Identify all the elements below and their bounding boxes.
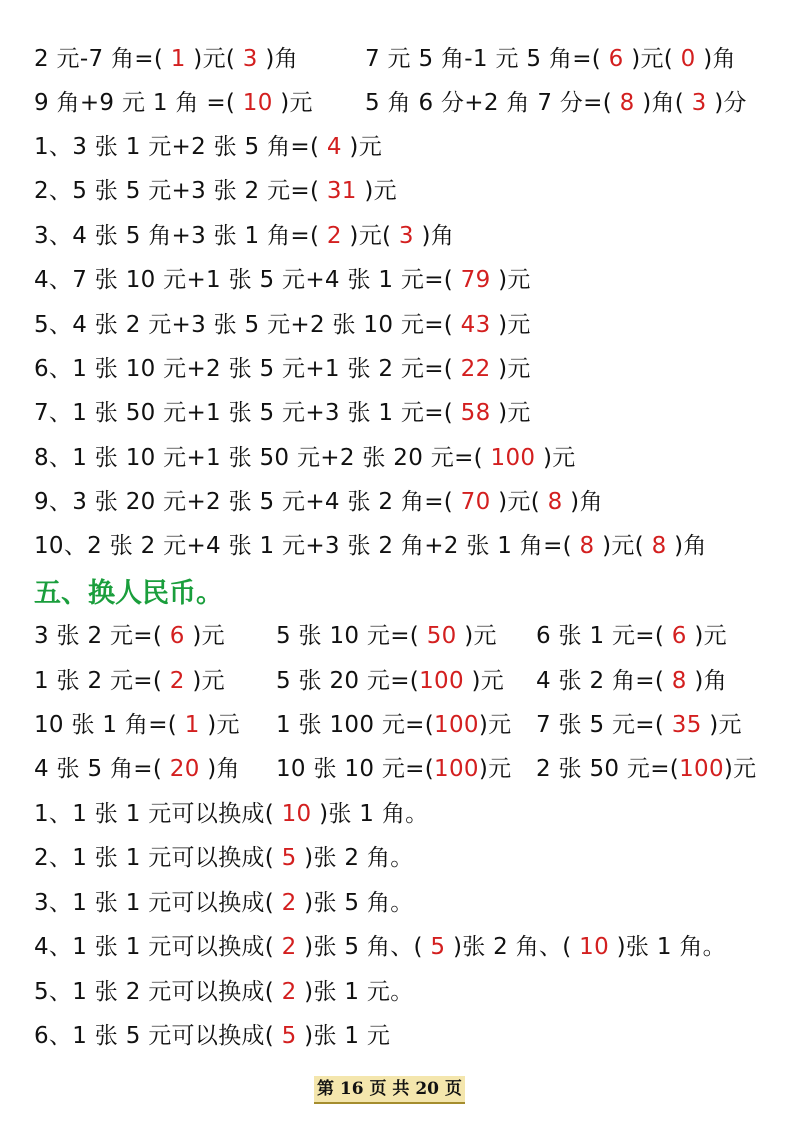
exercise-line — [34, 754, 757, 784]
exercise-column — [536, 666, 727, 696]
question-text: )元 — [701, 712, 742, 738]
question-text: 9 角+9 元 1 角 =( — [34, 90, 243, 116]
answer-value: 50 — [426, 623, 457, 649]
answer-value: 3 — [242, 46, 258, 72]
question-text: )分 — [706, 90, 747, 116]
question-text: )元 — [456, 623, 497, 649]
exercise-line — [34, 621, 727, 651]
answer-value: 79 — [460, 267, 491, 293]
answer-value: 100 — [434, 712, 479, 738]
exercise-column — [276, 621, 497, 651]
answer-value: 5 — [281, 1023, 297, 1049]
answer-value: 20 — [169, 756, 200, 782]
question-text: 4、7 张 10 元+1 张 5 元+4 张 1 元=( — [34, 267, 461, 293]
exercise-line — [34, 88, 747, 118]
question-text: )元 — [723, 756, 757, 782]
question-text: 2、1 张 1 元可以换成( — [34, 845, 282, 871]
answer-value: 6 — [169, 623, 185, 649]
question-text: )元 — [490, 267, 531, 293]
question-text: 7、1 张 50 元+1 张 5 元+3 张 1 元=( — [34, 400, 461, 426]
exercise-column — [276, 710, 511, 740]
exercise-column — [365, 44, 736, 74]
question-text: )元( — [341, 223, 399, 249]
question-text: )张 1 元 — [296, 1023, 391, 1049]
question-text: )角( — [634, 90, 692, 116]
question-text: 7 张 5 元=( — [536, 712, 672, 738]
question-text: )角 — [562, 489, 603, 515]
question-text: 10 张 10 元=( — [276, 756, 435, 782]
question-text: )元( — [185, 46, 243, 72]
question-text: )元( — [490, 489, 548, 515]
exercise-column — [276, 666, 504, 696]
exercise-line — [34, 443, 576, 473]
question-text: 5 张 20 元=( — [276, 668, 420, 694]
answer-value: 10 — [579, 934, 610, 960]
question-text: )元 — [199, 712, 240, 738]
answer-value: 8 — [579, 533, 595, 559]
exercise-line — [34, 354, 531, 384]
answer-value: 8 — [651, 533, 667, 559]
answer-value: 10 — [281, 801, 312, 827]
exercise-line — [34, 265, 531, 295]
question-text: )元 — [686, 623, 727, 649]
exercise-line — [34, 487, 603, 517]
answer-value: 0 — [680, 46, 696, 72]
question-text: 6、1 张 5 元可以换成( — [34, 1023, 282, 1049]
exercise-line — [34, 176, 397, 206]
question-text: 10 张 1 角=( — [34, 712, 185, 738]
question-text: 3、1 张 1 元可以换成( — [34, 890, 282, 916]
answer-value: 58 — [460, 400, 491, 426]
answer-value: 3 — [398, 223, 414, 249]
question-text: )元 — [341, 134, 382, 160]
exercise-column — [536, 621, 727, 651]
question-text: 5、1 张 2 元可以换成( — [34, 979, 282, 1005]
exercise-line — [34, 710, 742, 740]
answer-value: 2 — [169, 668, 185, 694]
question-text: 6 张 1 元=( — [536, 623, 672, 649]
question-text: )角 — [257, 46, 298, 72]
answer-value: 2 — [326, 223, 342, 249]
exercise-column — [536, 710, 742, 740]
exercise-line — [34, 132, 382, 162]
question-text: )元 — [356, 178, 397, 204]
question-text: 5 张 10 元=( — [276, 623, 427, 649]
answer-value: 8 — [619, 90, 635, 116]
exercise-column — [365, 88, 747, 118]
question-text: )张 5 角。 — [296, 890, 414, 916]
question-text: )角 — [413, 223, 455, 249]
exercise-line — [34, 398, 531, 428]
exercise-line — [34, 843, 414, 873]
answer-value: 22 — [460, 356, 491, 382]
question-text: )元 — [478, 756, 512, 782]
answer-value: 4 — [326, 134, 342, 160]
question-text: 3、4 张 5 角+3 张 1 角=( — [34, 223, 327, 249]
question-text: 7 元 5 角-1 元 5 角=( — [365, 46, 609, 72]
question-text: )元 — [184, 668, 225, 694]
question-text: )张 5 角、( — [296, 934, 431, 960]
answer-value: 10 — [242, 90, 273, 116]
answer-value: 8 — [547, 489, 563, 515]
exercise-line — [34, 666, 727, 696]
question-text: )角 — [686, 668, 727, 694]
answer-value: 8 — [671, 668, 687, 694]
question-text: 1、1 张 1 元可以换成( — [34, 801, 282, 827]
question-text: )张 1 元。 — [296, 979, 414, 1005]
question-text: )元( — [623, 46, 681, 72]
question-text: )角 — [666, 533, 707, 559]
answer-value: 31 — [326, 178, 357, 204]
question-text: 1、3 张 1 元+2 张 5 角=( — [34, 134, 327, 160]
answer-value: 100 — [419, 668, 464, 694]
answer-value: 3 — [691, 90, 707, 116]
question-text: )张 2 角。 — [296, 845, 414, 871]
answer-value: 5 — [430, 934, 446, 960]
answer-value: 100 — [434, 756, 479, 782]
question-text: 4 张 5 角=( — [34, 756, 170, 782]
answer-value: 6 — [608, 46, 624, 72]
question-text: )元 — [490, 400, 531, 426]
exercise-line — [34, 799, 428, 829]
exercise-line — [34, 310, 531, 340]
question-text: 5 角 6 分+2 角 7 分=( — [365, 90, 620, 116]
answer-value: 1 — [170, 46, 186, 72]
question-text: )元 — [490, 356, 531, 382]
section-heading: 五、换人民币。 — [34, 578, 223, 609]
answer-value: 6 — [671, 623, 687, 649]
question-text: 3 张 2 元=( — [34, 623, 170, 649]
exercise-line — [34, 932, 726, 962]
question-text: )角 — [695, 46, 736, 72]
exercise-column — [536, 754, 756, 784]
exercise-line — [34, 531, 707, 561]
question-text: 1 张 100 元=( — [276, 712, 435, 738]
exercise-line — [34, 977, 414, 1007]
question-text: 2 张 50 元=( — [536, 756, 680, 782]
answer-value: 2 — [281, 979, 297, 1005]
exercise-line — [34, 44, 736, 74]
question-text: 2、5 张 5 元+3 张 2 元=( — [34, 178, 327, 204]
answer-value: 100 — [679, 756, 724, 782]
question-text: 10、2 张 2 元+4 张 1 元+3 张 2 角+2 张 1 角=( — [34, 533, 580, 559]
question-text: )张 1 角。 — [609, 934, 726, 960]
answer-value: 100 — [490, 445, 536, 471]
question-text: )元 — [184, 623, 225, 649]
question-text: 8、1 张 10 元+1 张 50 元+2 张 20 元=( — [34, 445, 491, 471]
question-text: )角 — [199, 756, 240, 782]
page-footer: 第 16 页 共 20 页 — [314, 1076, 465, 1104]
answer-value: 2 — [281, 934, 297, 960]
question-text: )张 2 角、( — [445, 934, 580, 960]
question-text: 4 张 2 角=( — [536, 668, 672, 694]
question-text: 5、4 张 2 元+3 张 5 元+2 张 10 元=( — [34, 312, 461, 338]
exercise-line — [34, 1021, 390, 1051]
answer-value: 2 — [281, 890, 297, 916]
question-text: 6、1 张 10 元+2 张 5 元+1 张 2 元=( — [34, 356, 461, 382]
answer-value: 35 — [671, 712, 702, 738]
exercise-line — [34, 888, 414, 918]
question-text: )元 — [272, 90, 313, 116]
question-text: 2 元-7 角=( — [34, 46, 171, 72]
exercise-line — [34, 221, 454, 251]
exercise-column — [276, 754, 511, 784]
question-text: 9、3 张 20 元+2 张 5 元+4 张 2 角=( — [34, 489, 461, 515]
answer-value: 1 — [184, 712, 200, 738]
question-text: )元 — [478, 712, 512, 738]
question-text: )元 — [490, 312, 531, 338]
question-text: 4、1 张 1 元可以换成( — [34, 934, 282, 960]
question-text: )元 — [535, 445, 576, 471]
question-text: )元 — [463, 668, 505, 694]
answer-value: 43 — [460, 312, 491, 338]
question-text: )张 1 角。 — [311, 801, 429, 827]
question-text: )元( — [594, 533, 652, 559]
answer-value: 5 — [281, 845, 297, 871]
question-text: 1 张 2 元=( — [34, 668, 170, 694]
answer-value: 70 — [460, 489, 491, 515]
